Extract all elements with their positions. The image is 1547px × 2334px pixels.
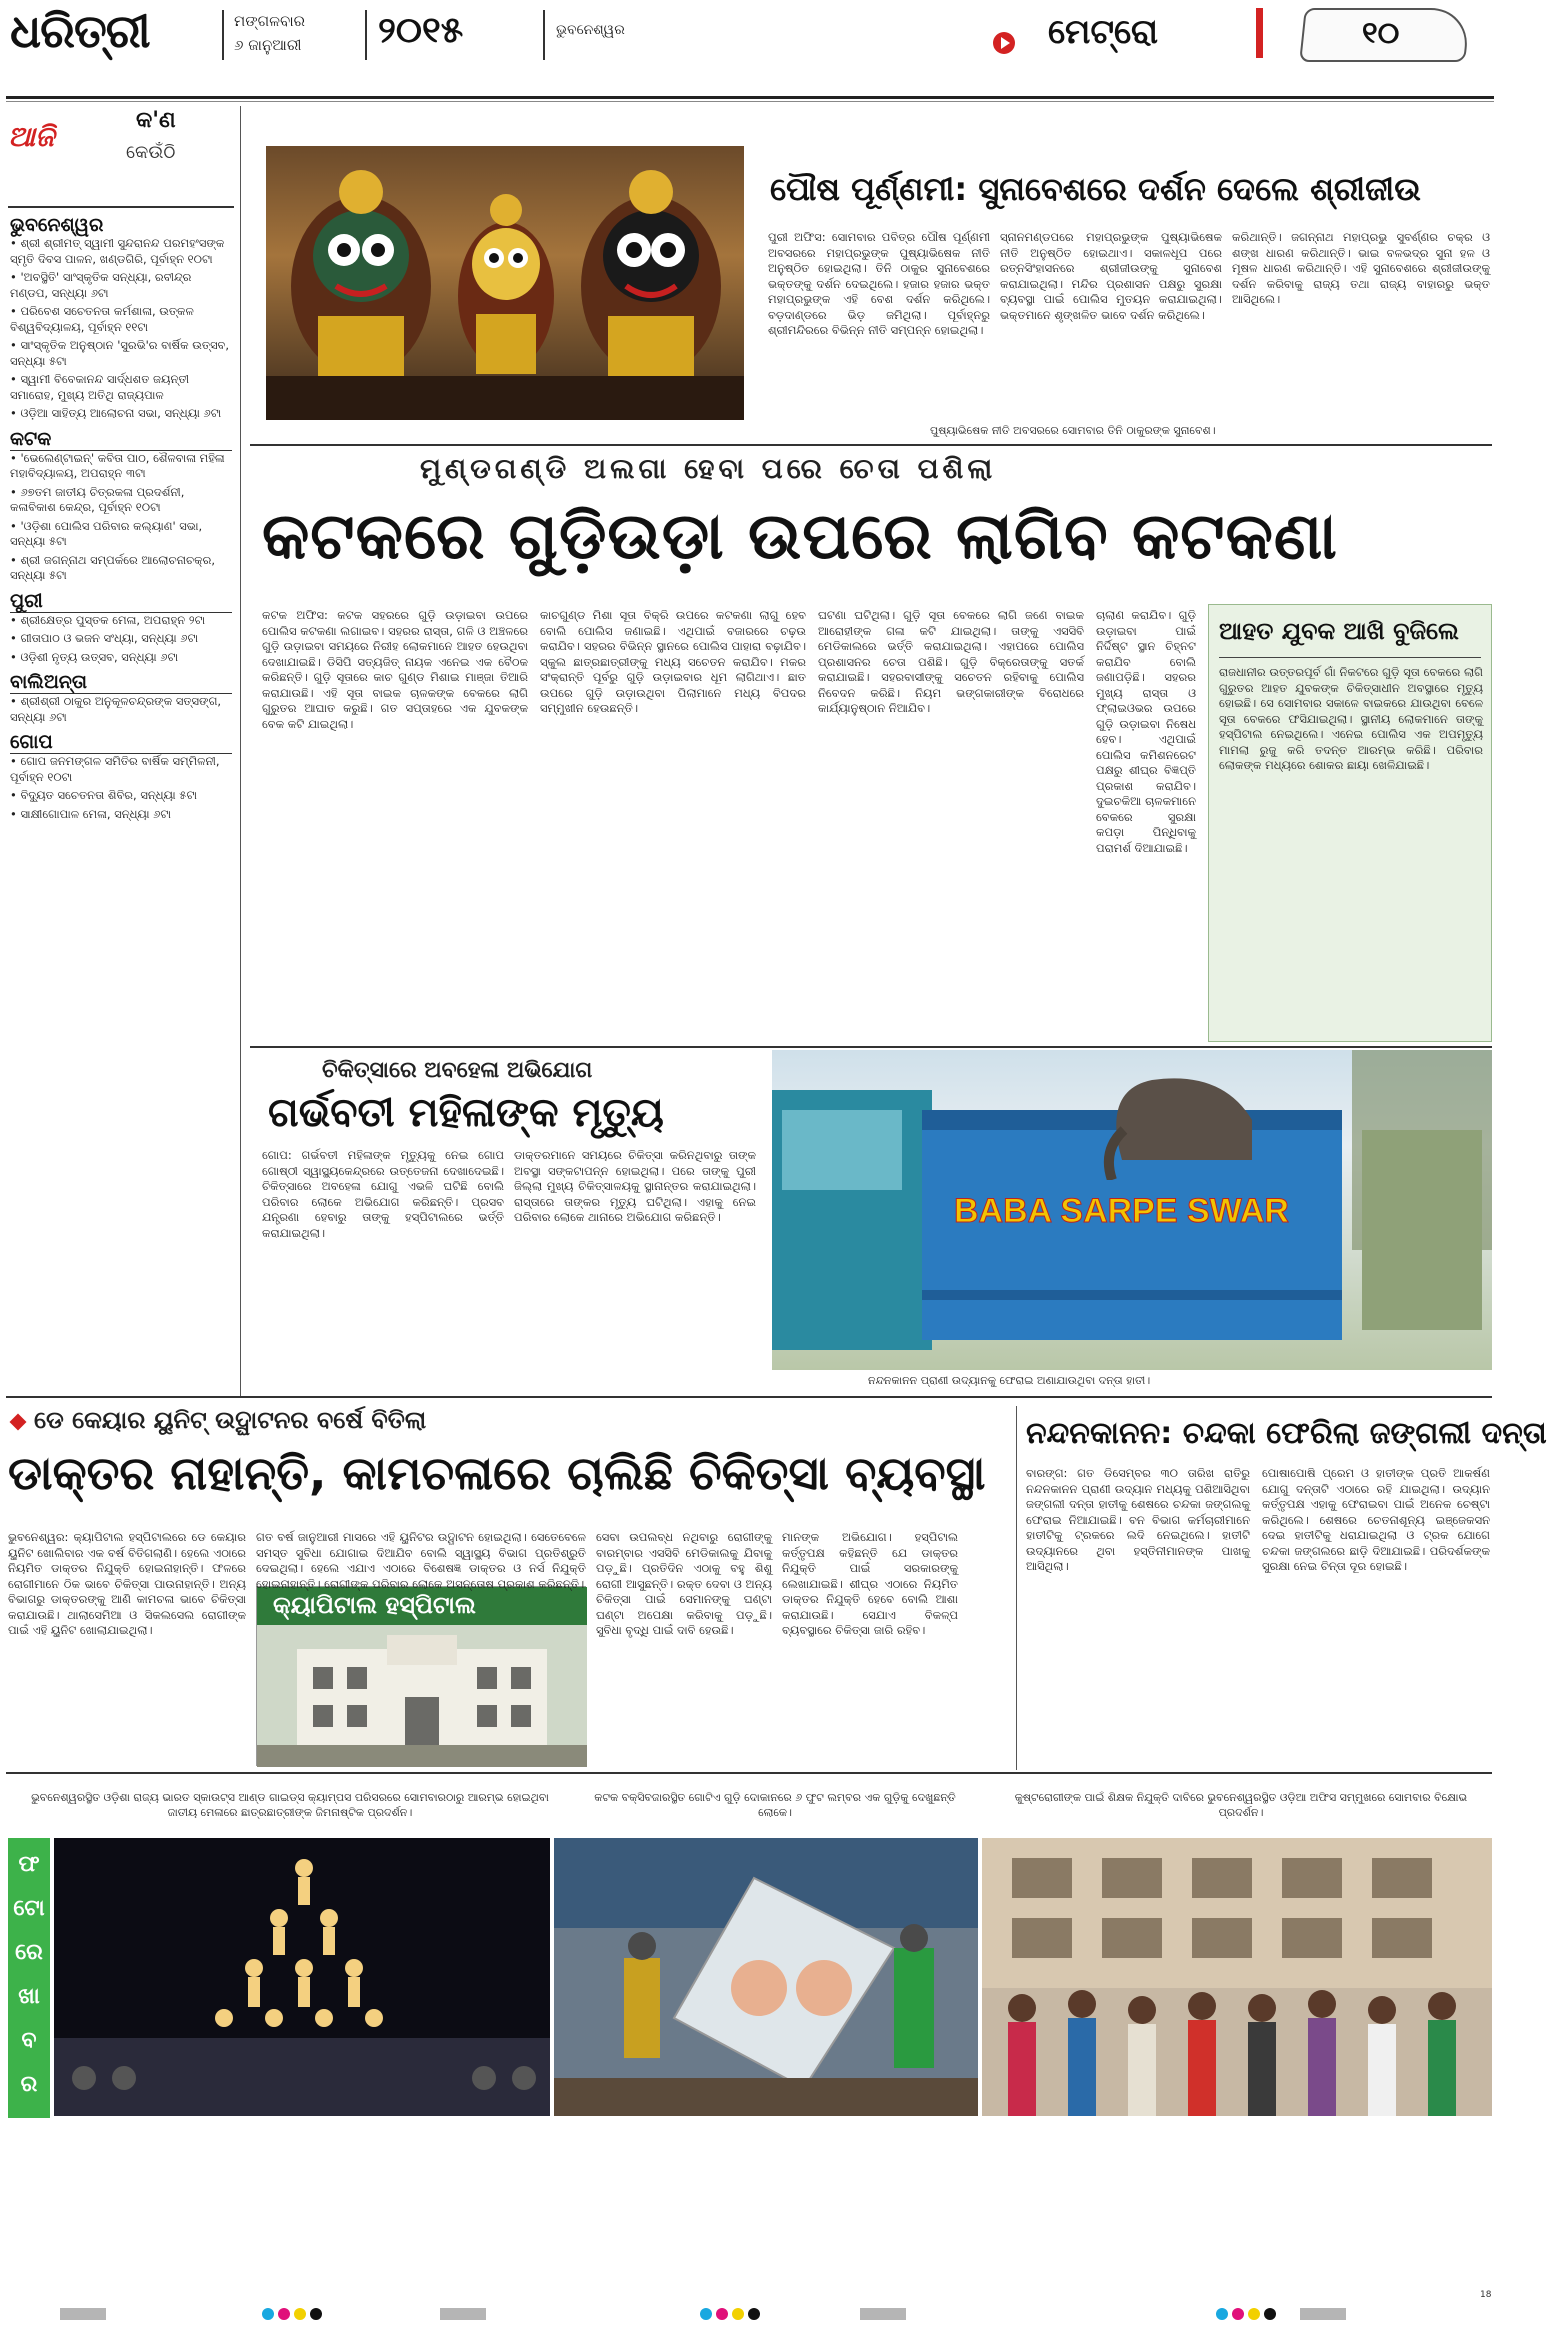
masthead-divider — [222, 10, 224, 60]
page-marker: 18 — [1480, 2290, 1492, 2300]
masthead — [0, 0, 1500, 74]
story2-sidebox — [1208, 604, 1492, 1042]
registration-dot — [278, 2308, 290, 2320]
story4-headline: ଡାକ୍ତର ନାହାନ୍ତି, କାମଚଳାରେ ଚାଲିଛି ଚିକିତ୍ସା ବ୍ୟବସ୍ଥା — [8, 1446, 986, 1500]
masthead-day: ମଙ୍ଗଳବାର — [234, 12, 306, 30]
masthead-date: ୬ ଜାନୁଆରୀ — [234, 36, 302, 54]
photo3-caption: କୁଷ୍ଟରୋଗୀଙ୍କ ପାଇଁ ଶିକ୍ଷକ ନିଯୁକ୍ତି ଦାବିରେ ଭୁବନେଶ୍ୱରସ୍ଥିତ ଓଡ଼ିଆ ଅଫିସ ସମ୍ମୁଖରେ ସୋମବାର ବିକ୍ଷୋଭ ପ୍ରଦର୍ଶନ। — [1014, 1791, 1468, 1819]
story3-photo-caption: ନନ୍ଦନକାନନ ପ୍ରାଣୀ ଉଦ୍ୟାନକୁ ଫେରାଇ ଅଣାଯାଉଥିବା ଦନ୍ତା ହାତୀ। — [868, 1374, 1151, 1387]
sidebar-section-heading: ଗୋପ — [10, 731, 232, 754]
kite-shop-illustration — [554, 1838, 978, 2116]
registration-dot — [262, 2308, 274, 2320]
story1-body-col-2: ସ୍ନାନମଣ୍ଡପରେ ମହାପ୍ରଭୁଙ୍କ ପୁଷ୍ୟାଭିଷେକ ନୀତି ଅନୁଷ୍ଠିତ ହୋଇଥାଏ। ସକାଳଧୂପ ପରେ ରତ୍ନସିଂହାସନରେ ଶ୍ରୀଜୀଉଙ୍କୁ ସୁନାବେଶ କରାଯାଇଥିଲା। ମନ୍ଦିର ପ୍ରଶାସନ ପକ୍ଷରୁ ସୁରକ୍ଷା ବ୍ୟବସ୍ଥା ପାଇଁ ପୋଲିସ ମୁତୟନ କରାଯାଇଥିଲା। ଭକ୍ତମାନେ ଶୃଙ୍ଖଳିତ ଭାବେ ଦର୍ଶନ କରିଥିଲେ। — [1000, 230, 1222, 322]
sidebar-listing-item: • 'ଓଡ଼ିଶା ପୋଲିସ ପରିବାର କଲ୍ୟାଣ' ସଭା, ସନ୍ଧ୍ୟା ୫ଟା — [10, 518, 203, 548]
section-bar — [1256, 8, 1263, 58]
sidebar-divider — [240, 106, 241, 1396]
story3-kicker: ଚିକିତ୍ସାରେ ଅବହେଳା ଅଭିଯୋଗ — [322, 1058, 593, 1083]
sidebar-title-what: କ'ଣ — [136, 108, 176, 133]
story1-body-col-1: ପୁରୀ ଅଫିସ: ସୋମବାର ପବିତ୍ର ପୌଷ ପୂର୍ଣ୍ଣମୀ ଅବସରରେ ମହାପ୍ରଭୁଙ୍କ ପୁଷ୍ୟାଭିଷେକ ନୀତି ଅନୁଷ୍ଠିତ ହୋଇଥିଲା। ତିନି ଠାକୁର ସୁନାବେଶରେ ଭକ୍ତଙ୍କୁ ଦର୍ଶନ ଦେଇଥିଲେ। ହଜାର ହଜାର ଭକ୍ତ ମହାପ୍ରଭୁଙ୍କ ଏହି ବେଶ ଦର୍ଶନ କରିଥିଲେ। ବଡ଼ଦାଣ୍ଡରେ ଭିଡ଼ ଜମିଥିଲା। ପୂର୍ବାହ୍ନରୁ ଶ୍ରୀମନ୍ଦିରରେ ବିଭିନ୍ନ ନୀତି ସମ୍ପନ୍ନ ହୋଇଥିଲା। — [768, 230, 990, 337]
photo-strip-label-letter: ଖା — [18, 1984, 40, 2009]
truck-sign: BABA SARPE SWAR — [954, 1192, 1289, 1230]
page-number: ୧୦ — [1362, 16, 1400, 51]
sidebar-section-heading: କଟକ — [10, 428, 232, 451]
story2-sidebox-body: ରାଜଧାନୀର ଉତ୍ତରପୂର୍ବ ଗାଁ ନିକଟରେ ଗୁଡ଼ି ସୂତା ବେକରେ ଲାଗି ଗୁରୁତର ଆହତ ଯୁବକଙ୍କ ଚିକିତ୍ସାଧୀନ ଅବସ୍ଥାରେ ମୃତ୍ୟୁ ହୋଇଛି। ସେ ସୋମବାର ସକାଳେ ବାଇକରେ ଯାଉଥିବା ବେଳେ ସୂତା ବେକରେ ଫସିଯାଇଥିଲା। ସ୍ଥାନୀୟ ଲୋକମାନେ ତାଙ୍କୁ ହସ୍ପିଟାଲ ନେଇଥିଲେ। ଏନେଇ ପୋଲିସ ଏକ ଅପମୃତ୍ୟୁ ମାମଲା ରୁଜୁ କରି ତଦନ୍ତ ଆରମ୍ଭ କରିଛି। ପରିବାର ଲୋକଙ୍କ ମଧ୍ୟରେ ଶୋକର ଛାୟା ଖେଳିଯାଇଛି। — [1219, 665, 1483, 772]
photo-strip-label-letter: ବ — [21, 2028, 37, 2053]
story4-body-col-1: ଭୁବନେଶ୍ୱର: କ୍ୟାପିଟାଲ ହସ୍ପିଟାଲରେ ଡେ କେୟାର ୟୁନିଟ ଖୋଲିବାର ଏକ ବର୍ଷ ବିତିଗଲାଣି। ହେଲେ ଏଠାରେ ନିୟମିତ ଡାକ୍ତର ନିଯୁକ୍ତି ହୋଇନାହାନ୍ତି। ଫଳରେ ରୋଗୀମାନେ ଠିକ ଭାବେ ଚିକିତ୍ସା ପାଉନାହାନ୍ତି। ଅନ୍ୟ ବିଭାଗରୁ ଡାକ୍ତରଙ୍କୁ ଆଣି କାମଚଳା ଭାବେ ଚିକିତ୍ସା କରାଯାଉଛି। ଥାଲାସେମିଆ ଓ ସିକଲସେଲ ରୋଗୀଙ୍କ ପାଇଁ ଏହି ୟୁନିଟ ଖୋଲାଯାଇଥିଲା। — [8, 1530, 246, 1637]
sidebar-section-heading: ବାଲିଅନ୍ତା — [10, 671, 232, 694]
sidebar-listing-item: • ପରିବେଶ ସଚେତନତା କର୍ମଶାଳା, ଉତ୍କଳ ବିଶ୍ୱବିଦ୍ୟାଳୟ, ପୂର୍ବାହ୍ନ ୧୧ଟା — [10, 304, 194, 334]
print-registration-marks — [0, 2300, 1500, 2334]
story5-body-col-1: ବାରଙ୍ଗ: ଗତ ଡିସେମ୍ବର ୩୦ ତାରିଖ ରାତିରୁ ନନ୍ଦନକାନନ ପ୍ରାଣୀ ଉଦ୍ୟାନ ମଧ୍ୟକୁ ପଶିଆସିଥିବା ଜଙ୍ଗଲୀ ଦନ୍ତା ହାତୀକୁ ଶେଷରେ ଚନ୍ଦକା ଜଙ୍ଗଲକୁ ଫେରାଇ ନିଆଯାଇଛି। ବନ ବିଭାଗ କର୍ମଚାରୀମାନେ ହାତୀଟିକୁ ଟ୍ରକରେ ଲଦି ନେଇଥିଲେ। ହାତୀଟି ଉଦ୍ୟାନରେ ଥିବା ହସ୍ତିନୀମାନଙ୍କ ପାଖକୁ ଆସିଥିଲା। — [1026, 1466, 1250, 1573]
registration-grey-bar — [60, 2308, 106, 2320]
registration-dot — [716, 2308, 728, 2320]
sidebar-listing-item: • 'ଅବସ୍ଥିତି' ସାଂସ୍କୃତିକ ସନ୍ଧ୍ୟା, ରବୀନ୍ଦ୍ର ମଣ୍ଡପ, ସନ୍ଧ୍ୟା ୬ଟା — [10, 270, 192, 300]
sidebar-section-heading: ପୁରୀ — [10, 590, 232, 613]
story2-bottom-rule — [250, 1046, 1492, 1048]
registration-dot — [732, 2308, 744, 2320]
story5-headline: ନନ୍ଦନକାନନ: ଚନ୍ଦକା ଫେରିଲା ଜଙ୍ଗଲୀ ଦନ୍ତା — [1026, 1416, 1547, 1451]
registration-dot — [1248, 2308, 1260, 2320]
story2-headline: କଟକରେ ଗୁଡ଼ିଉଡ଼ା ଉପରେ ଲାଗିବ କଟକଣା — [262, 500, 1338, 574]
story3-headline: ଗର୍ଭବତୀ ମହିଳାଙ୍କ ମୃତ୍ୟୁ — [268, 1090, 664, 1136]
story4-kicker: ଡେ କେୟାର ୟୁନିଟ୍ ଉଦ୍ଘାଟନର ବର୍ଷେ ବିତିଲା — [34, 1406, 427, 1434]
kite-shop-photo — [554, 1838, 978, 2116]
story3-bottom-rule — [6, 1396, 1492, 1398]
registration-grey-bar — [860, 2308, 906, 2320]
registration-dot — [294, 2308, 306, 2320]
story4-body-col-2: ଗତ ବର୍ଷ ଜାନୁଆରୀ ମାସରେ ଏହି ୟୁନିଟର ଉଦ୍ଘାଟନ ହୋଇଥିଲା। ସେତେବେଳେ ସମସ୍ତ ସୁବିଧା ଯୋଗାଇ ଦିଆଯିବ ବୋଲି ସ୍ୱାସ୍ଥ୍ୟ ବିଭାଗ ପ୍ରତିଶ୍ରୁତି ଦେଇଥିଲା। ହେଲେ ଏଯାଏ ଏଠାରେ ବିଶେଷଜ୍ଞ ଡାକ୍ତର ଓ ନର୍ସ ନିଯୁକ୍ତି ହୋଇନାହାନ୍ତି। ରୋଗୀଙ୍କ ପରିବାର ଲୋକେ ଅସନ୍ତୋଷ ପ୍ରକାଶ କରିଛନ୍ତି। — [256, 1530, 586, 1591]
truck-illustration — [772, 1050, 1492, 1370]
masthead-rule-thin — [6, 101, 1494, 102]
registration-grey-bar — [440, 2308, 486, 2320]
registration-dot — [700, 2308, 712, 2320]
masthead-city: ଭୁବନେଶ୍ୱର — [556, 22, 625, 38]
deities-photo — [266, 146, 744, 420]
story2-body-col-2: କାଚଗୁଣ୍ଡ ମିଶା ସୂତା ବିକ୍ରି ଉପରେ କଟକଣା ଲାଗୁ ହେବ ବୋଲି ପୋଲିସ ଜଣାଇଛି। ଏଥିପାଇଁ ବଜାରରେ ଚଢ଼ଉ କରାଯିବ। ସହରର ବିଭିନ୍ନ ସ୍ଥାନରେ ପୋଲିସ ପାହାରା ବଢ଼ାଯିବ। ସ୍କୁଲ ଛାତ୍ରଛାତ୍ରୀଙ୍କୁ ମଧ୍ୟ ସଚେତନ କରାଯିବ। ମକର ସଂକ୍ରାନ୍ତି ପୂର୍ବରୁ ଗୁଡ଼ି ଉଡ଼ାଇବାର ଧୂମ ଲାଗିଥାଏ। ଛାତ ଉପରେ ଗୁଡ଼ି ଉଡ଼ାଉଥିବା ପିଲାମାନେ ମଧ୍ୟ ବିପଦର ସମ୍ମୁଖୀନ ହେଉଛନ୍ତି। — [540, 608, 806, 715]
sidebar-listing-item: • ଶ୍ରୀକ୍ଷେତ୍ର ପୁସ୍ତକ ମେଳା, ଅପରାହ୍ନ ୨ଟା — [10, 612, 206, 627]
play-icon — [993, 32, 1015, 54]
sidebar-listing-item: • 'ଭେଲେଣ୍ଟାଇନ୍' କବିତା ପାଠ, ଶୈଳବାଳା ମହିଳା ମହାବିଦ୍ୟାଳୟ, ଅପରାହ୍ନ ୩ଟା — [10, 450, 225, 480]
photo-strip-label — [8, 1838, 50, 2118]
story4-body-col-4: ମାନଙ୍କ ଅଭିଯୋଗ। ହସ୍ପିଟାଲ କର୍ତ୍ତୃପକ୍ଷ କହିଛନ୍ତି ଯେ ଡାକ୍ତର ନିଯୁକ୍ତି ପାଇଁ ସରକାରଙ୍କୁ ଲେଖାଯାଇଛି। ଶୀଘ୍ର ଏଠାରେ ନିୟମିତ ଡାକ୍ତର ନିଯୁକ୍ତି ହେବେ ବୋଲି ଆଶା କରାଯାଉଛି। ସେଯାଏ ବିକଳ୍ପ ବ୍ୟବସ୍ଥାରେ ଚିକିତ୍ସା ଜାରି ରହିବ। — [782, 1530, 958, 1637]
sidebar-listing-item: • ଶ୍ରୀ ଜଗନ୍ନାଥ ସମ୍ପର୍କରେ ଆଲୋଚନାଚକ୍ର, ସନ୍ଧ୍ୟା ୫ଟା — [10, 552, 215, 582]
story2-body-col-3: ଘଟଣା ଘଟିଥିଲା। ଗୁଡ଼ି ସୂତା ବେକରେ ଲାଗି ଜଣେ ବାଇକ ଆରୋହୀଙ୍କ ଗଳା କଟି ଯାଇଥିଲା। ତାଙ୍କୁ ଏସସିବି ମେଡିକାଲରେ ଭର୍ତ୍ତି କରାଯାଇଥିଲା। ଏହାପରେ ପୋଲିସ ପ୍ରଶାସନର ଚେତା ପଶିଛି। ଗୁଡ଼ି ବିକ୍ରେତାଙ୍କୁ ସତର୍କ କରାଯାଇଛି। ସହରବାସୀଙ୍କୁ ସଚେତନ ରହିବାକୁ ପୋଲିସ ନିବେଦନ କରିଛି। ନିୟମ ଭଙ୍ଗକାରୀଙ୍କ ବିରୋଧରେ କାର୍ଯ୍ୟାନୁଷ୍ଠାନ ନିଆଯିବ। — [818, 608, 1084, 715]
registration-grey-bar — [1300, 2308, 1346, 2320]
photo-strip-label-letter: ଟୋ — [13, 1896, 45, 1921]
sidebar-listing-item: • ସାଂସ୍କୃତିକ ଅନୁଷ୍ଠାନ 'ସୁରଭି'ର ବାର୍ଷିକ ଉତ୍ସବ, ସନ୍ଧ୍ୟା ୫ଟା — [10, 338, 230, 368]
section-title: ମେଟ୍ରୋ — [1048, 12, 1159, 52]
sidebar-listing-item: • ଓଡ଼ିଆ ସାହିତ୍ୟ ଆଲୋଚନା ସଭା, ସନ୍ଧ୍ୟା ୬ଟା — [10, 406, 222, 420]
photo-strip-label-letter: ଫ — [18, 1852, 40, 1877]
diamond-bullet-icon — [10, 1414, 27, 1431]
sidebar-listing-item: • ୬୭ତମ ଜାତୀୟ ଚିତ୍ରକଳା ପ୍ରଦର୍ଶନୀ, କଳାବିକାଶ କେନ୍ଦ୍ର, ପୂର୍ବାହ୍ନ ୧୦ଟା — [10, 484, 185, 514]
story2-kicker: ମୁଣ୍ଡଗଣ୍ଡି ଅଲଗା ହେବା ପରେ ଚେତା ପଶିଲା — [420, 452, 997, 485]
story1-body-col-3: କରିଥାନ୍ତି। ଜଗନ୍ନାଥ ମହାପ୍ରଭୁ ସୁବର୍ଣ୍ଣର ଚକ୍ର ଓ ଶଙ୍ଖ ଧାରଣ କରିଥାନ୍ତି। ଭାଇ ବଳଭଦ୍ର ସୁନା ହଳ ଓ ମୂଷଳ ଧାରଣ କରିଥାନ୍ତି। ଏହି ସୁନାବେଶରେ ଶ୍ରୀଜୀଉଙ୍କୁ ଦର୍ଶନ କରିବାକୁ ରାଜ୍ୟ ତଥା ରାଜ୍ୟ ବାହାରରୁ ଭକ୍ତ ଆସିଥିଲେ। — [1232, 230, 1490, 306]
sidebar-section-heading: ଭୁବନେଶ୍ୱର — [10, 214, 104, 236]
masthead-divider — [365, 10, 367, 60]
story3-body-col-1: ଗୋପ: ଗର୍ଭବତୀ ମହିଳାଙ୍କ ମୃତ୍ୟୁକୁ ନେଇ ଗୋପ ଗୋଷ୍ଠୀ ସ୍ୱାସ୍ଥ୍ୟକେନ୍ଦ୍ରରେ ଉତ୍ତେଜନା ଦେଖାଦେଇଛି। ଚିକିତ୍ସାରେ ଅବହେଳା ଯୋଗୁ ଏଭଳି ଘଟିଛି ବୋଲି ପରିବାର ଲୋକେ ଅଭିଯୋଗ କରିଛନ୍ତି। ପ୍ରସବ ଯନ୍ତ୍ରଣା ହେବାରୁ ତାଙ୍କୁ ହସ୍ପିଟାଲରେ ଭର୍ତ୍ତି କରାଯାଇଥିଲା। — [262, 1148, 504, 1240]
hospital-photo — [256, 1586, 586, 1766]
story5-bottom-rule — [6, 1772, 1492, 1774]
sidebar-listing-item: • ଗୋପ ଜନମଙ୍ଗଳ ସମିତିର ବାର୍ଷିକ ସମ୍ମିଳନୀ, ପୂର୍ବାହ୍ନ ୧୦ଟା — [10, 754, 220, 784]
protest-photo — [982, 1838, 1492, 2116]
sidebar-listing-item: • ଶ୍ରୀ ଶ୍ରୀମତ୍ ସ୍ୱାମୀ ସୁନ୍ଦରାନନ୍ଦ ପରମହଂସଙ୍କ ସ୍ମୃତି ଦିବସ ପାଳନ, ଖଣ୍ଡଗିରି, ପୂର୍ବାହ୍ନ ୧୦ଟା — [10, 236, 225, 266]
registration-dot — [1216, 2308, 1228, 2320]
sidebar-listing-item: • ଶ୍ରୀଶ୍ରୀ ଠାକୁର ଅନୁକୂଳଚନ୍ଦ୍ରଙ୍କ ସତ୍ସଙ୍ଗ, ସନ୍ଧ୍ୟା ୬ଟା — [10, 694, 222, 724]
photo-strip-label-letter: ରେ — [15, 1940, 43, 1965]
story2-body-col-1: କଟକ ଅଫିସ: କଟକ ସହରରେ ଗୁଡ଼ି ଉଡ଼ାଇବା ଉପରେ ପୋଲିସ କଟକଣା ଲଗାଇବ। ସହରର ରାସ୍ତା, ଗଳି ଓ ଅଞ୍ଚଳରେ ଗୁଡ଼ି ଉଡ଼ାଇବା ସମୟରେ ନିରୀହ ଲୋକମାନେ ଆହତ ହେଉଥିବା ଦେଖାଯାଇଛି। ଡିସିପି ସତ୍ୟଜିତ୍ ନାୟକ ଏନେଇ ଏକ ବୈଠକ କରିଛନ୍ତି। ଗୁଡ଼ି ସୂତାରେ କାଚ ଗୁଣ୍ଡ ମିଶାଇ ମାଞ୍ଜା ତିଆରି କରାଯାଉଛି। ଏହି ସୂତା ବାଇକ ଚାଳକଙ୍କ ବେକରେ ଲାଗି ଗୁରୁତର ଆଘାତ କରୁଛି। ଗତ ସପ୍ତାହରେ ଏକ ଯୁବକଙ୍କ ବେକ କଟି ଯାଇଥିଲା। — [262, 608, 528, 731]
story1-bottom-rule — [250, 444, 1492, 446]
sidebar-listing-item: • ବିଦ୍ୟୁତ ସଚେତନତା ଶିବିର, ସନ୍ଧ୍ୟା ୫ଟା — [10, 788, 198, 802]
gymnastics-illustration — [54, 1838, 550, 2116]
masthead-year: ୨୦୧୫ — [378, 10, 464, 51]
story1-photo-caption: ପୁଷ୍ୟାଭିଷେକ ନୀତି ଅବସରରେ ସୋମବାର ତିନି ଠାକୁରଙ୍କ ସୁନାବେଶ। — [930, 424, 1216, 437]
story2-body-col-4: ଚାଲାଣ କରାଯିବ। ଗୁଡ଼ି ଉଡ଼ାଇବା ପାଇଁ ନିର୍ଦ୍ଦିଷ୍ଟ ସ୍ଥାନ ଚିହ୍ନଟ କରାଯିବ ବୋଲି ଜଣାପଡ଼ିଛି। ସହରର ମୁଖ୍ୟ ରାସ୍ତା ଓ ଫ୍ଲାଇଓଭର ଉପରେ ଗୁଡ଼ି ଉଡ଼ାଇବା ନିଷେଧ ହେବ। ଏଥିପାଇଁ ପୋଲିସ କମିଶନରେଟ ପକ୍ଷରୁ ଶୀଘ୍ର ବିଜ୍ଞପ୍ତି ପ୍ରକାଶ କରାଯିବ। ଦୁଇଚକିଆ ଚାଳକମାନେ ବେକରେ ସୁରକ୍ଷା କପଡ଼ା ପିନ୍ଧିବାକୁ ପରାମର୍ଶ ଦିଆଯାଇଛି। — [1096, 608, 1196, 855]
deities-illustration — [266, 146, 744, 420]
protest-illustration — [982, 1838, 1492, 2116]
story3-body-col-2: ଡାକ୍ତରମାନେ ସମୟରେ ଚିକିତ୍ସା କରିନଥିବାରୁ ତାଙ୍କ ଅବସ୍ଥା ସଙ୍କଟାପନ୍ନ ହୋଇଥିଲା। ପରେ ତାଙ୍କୁ ପୁରୀ ଜିଲ୍ଲା ମୁଖ୍ୟ ଚିକିତ୍ସାଳୟକୁ ସ୍ଥାନାନ୍ତର କରାଯାଇଥିଲା। ରାସ୍ତାରେ ତାଙ୍କର ମୃତ୍ୟୁ ଘଟିଥିଲା। ଏହାକୁ ନେଇ ପରିବାର ଲୋକେ ଥାନାରେ ଅଭିଯୋଗ କରିଛନ୍ତି। — [514, 1148, 756, 1224]
masthead-logo: ଧରିତ୍ରୀ — [10, 4, 150, 58]
photo-strip-label-letter: ର — [20, 2072, 38, 2097]
sidebar-header — [8, 106, 234, 210]
registration-dot — [1264, 2308, 1276, 2320]
masthead-divider — [543, 10, 545, 60]
story5-body-col-2: ପୋଷାପୋଷି ପ୍ରେମ ଓ ହାତୀଙ୍କ ପ୍ରତି ଆକର୍ଷଣ ଯୋଗୁ ଦନ୍ତାଟି ଏଠାରେ ରହି ଯାଇଥିଲା। ଉଦ୍ୟାନ କର୍ତ୍ତୃପକ୍ଷ ଏହାକୁ ଫେରାଇବା ପାଇଁ ଅନେକ ଚେଷ୍ଟା କରିଥିଲେ। ଶେଷରେ ଚେତନାଶୂନ୍ୟ ଇଞ୍ଜେକସନ ଦେଇ ହାତୀଟିକୁ ଧରାଯାଇଥିଲା ଓ ଟ୍ରକ ଯୋଗେ ଚନ୍ଦକା ଜଙ୍ଗଲରେ ଛାଡ଼ି ଦିଆଯାଇଛି। ପରିଦର୍ଶକଙ୍କ ସୁରକ୍ଷା ନେଇ ଚିନ୍ତା ଦୂର ହୋଇଛି। — [1262, 1466, 1490, 1573]
story2-sidebox-headline: ଆହତ ଯୁବକ ଆଖି ବୁଜିଲେ — [1219, 617, 1459, 645]
story1-headline: ପୌଷ ପୂର୍ଣ୍ଣମୀ: ସୁନାବେଶରେ ଦର୍ଶନ ଦେଲେ ଶ୍ରୀଜୀଉ — [770, 170, 1421, 208]
sidebar-listing-item: • ସାକ୍ଷୀଗୋପାଳ ମେଳା, ସନ୍ଧ୍ୟା ୬ଟା — [10, 806, 171, 821]
sidebar-listing-item: • ଓଡ଼ିଶୀ ନୃତ୍ୟ ଉତ୍ସବ, ସନ୍ଧ୍ୟା ୬ଟା — [10, 649, 179, 664]
registration-dot — [748, 2308, 760, 2320]
masthead-rule — [6, 96, 1494, 99]
registration-dot — [1232, 2308, 1244, 2320]
elephant-truck-photo — [772, 1050, 1492, 1370]
sidebar-listings — [10, 214, 232, 1394]
story4-body-col-3: ସେବା ଉପଲବ୍ଧ ନଥିବାରୁ ରୋଗୀଙ୍କୁ ବାରମ୍ବାର ଏସସିବି ମେଡିକାଲକୁ ଯିବାକୁ ପଡ଼ୁଛି। ପ୍ରତିଦିନ ଏଠାକୁ ବହୁ ଶିଶୁ ରୋଗୀ ଆସୁଛନ୍ତି। ରକ୍ତ ଦେବା ଓ ଅନ୍ୟ ଚିକିତ୍ସା ପାଇଁ ସେମାନଙ୍କୁ ଘଣ୍ଟା ଘଣ୍ଟା ଅପେକ୍ଷା କରିବାକୁ ପଡ଼ୁଛି। ସୁବିଧା ବୃଦ୍ଧି ପାଇଁ ଦାବି ହେଉଛି। — [596, 1530, 772, 1637]
gymnastics-photo — [54, 1838, 550, 2116]
sidebar-header-rule — [8, 206, 234, 208]
sidebar-title-today: ଆଜି — [8, 120, 55, 153]
sidebar-title-where: କେଉଁଠି — [126, 142, 176, 163]
sidebar-listing-item: • ଗୀତାପାଠ ଓ ଭଜନ ସଂଧ୍ୟା, ସନ୍ଧ୍ୟା ୬ଟା — [10, 631, 199, 645]
photo1-caption: ଭୁବନେଶ୍ୱରସ୍ଥିତ ଓଡ଼ିଶା ରାଜ୍ୟ ଭାରତ ସ୍କାଉଟ୍ସ ଆଣ୍ଡ ଗାଇଡ୍ସ କ୍ୟାମ୍ପସ ପରିସରରେ ସୋମବାରଠାରୁ ଆରମ୍ଭ ହୋଇଥିବା ଜାତୀୟ ମେଳାରେ ଛାତ୍ରଛାତ୍ରୀଙ୍କ ଜିମନାଷ୍ଟିକ ପ୍ରଦର୍ଶନ। — [31, 1791, 549, 1819]
photo2-caption: କଟକ ବକ୍ସିବଜାରସ୍ଥିତ ଗୋଟିଏ ଗୁଡ଼ି ଦୋକାନରେ ୬ ଫୁଟ ଲମ୍ବର ଏକ ଗୁଡ଼ିକୁ ଦେଖୁଛନ୍ତି ଲୋକେ। — [594, 1791, 956, 1819]
hospital-photo-label: କ୍ୟାପିଟାଲ ହସ୍ପିଟାଲ — [257, 1587, 587, 1625]
hospital-building — [257, 1625, 587, 1767]
sidebar-listing-item: • ସ୍ୱାମୀ ବିବେକାନନ୍ଦ ସାର୍ଦ୍ଧଶତ ଜୟନ୍ତୀ ସମାରୋହ, ମୁଖ୍ୟ ଅତିଥି ରାଜ୍ୟପାଳ — [10, 372, 190, 402]
story4-5-divider — [1016, 1406, 1017, 1770]
registration-dot — [310, 2308, 322, 2320]
